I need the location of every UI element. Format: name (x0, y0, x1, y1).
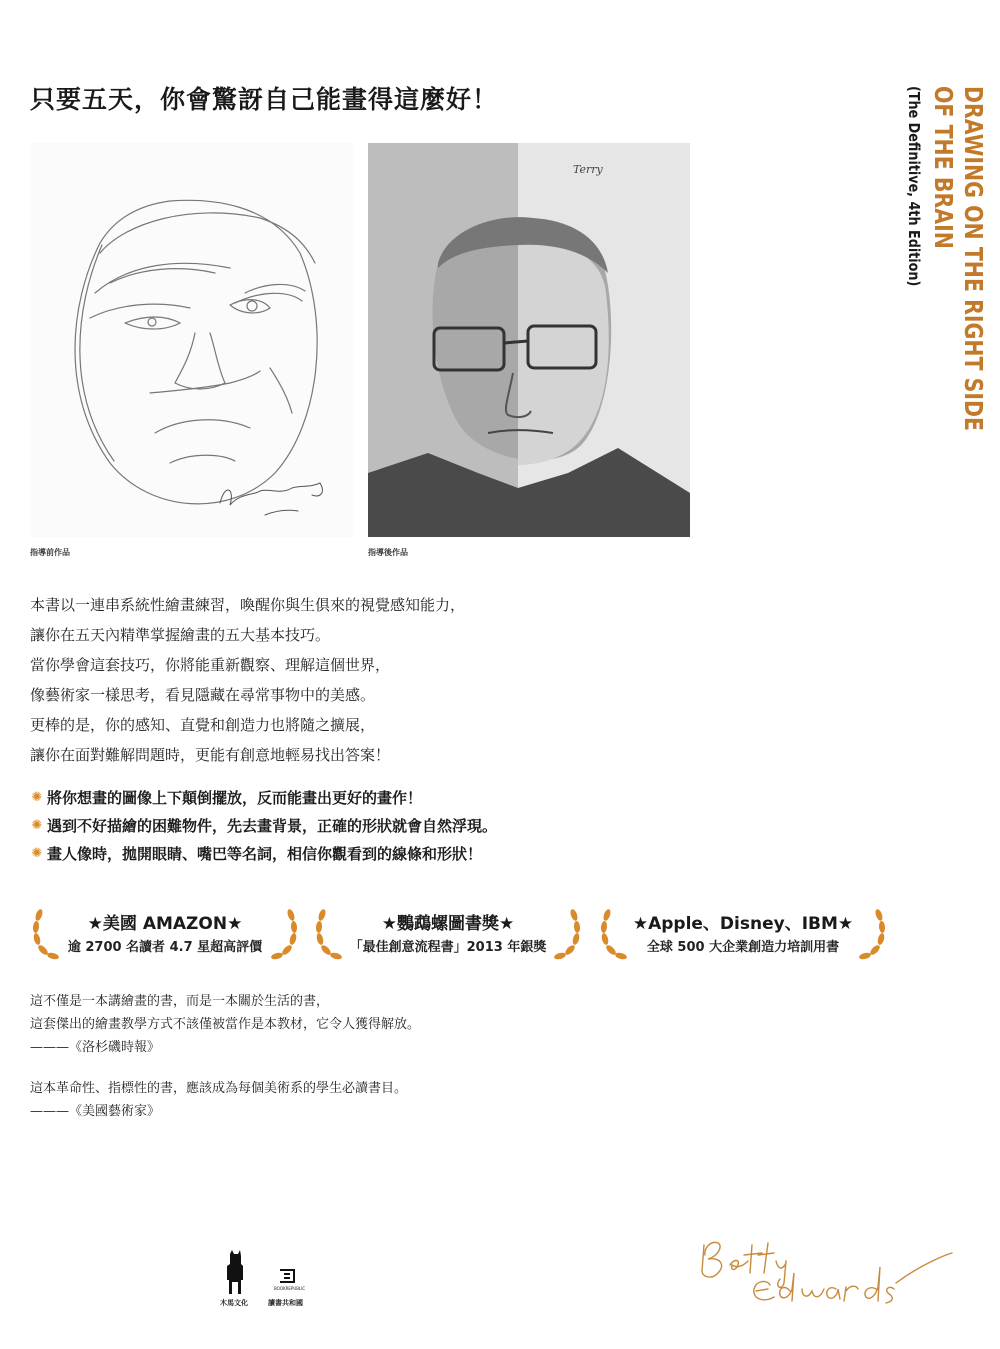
quote-source: ———《洛杉磯時報》 (30, 1040, 161, 1055)
book-republic-logo-icon (278, 1268, 298, 1284)
quote-la-times (30, 990, 420, 1059)
award-subtitle: 全球 500 大企業創造力培訓用書 (646, 940, 840, 955)
vertical-book-title (888, 86, 988, 506)
tips-list (30, 784, 630, 868)
trojan-horse-logo-icon (224, 1250, 246, 1295)
body-line: 當你學會這套技巧，你將能重新觀察、理解這個世界， (30, 656, 391, 674)
quote-american-artist (30, 1077, 407, 1123)
body-paragraph (30, 590, 610, 770)
list-item (30, 784, 630, 812)
award-subtitle: 逾 2700 名讀者 4.7 星超高評價 (67, 940, 263, 955)
award-subtitle: 「最佳創意流程書」2013 年銀獎 (349, 940, 547, 955)
asterisk-flower-icon: ✺ (31, 846, 43, 861)
list-item (30, 812, 630, 840)
tip-text: 將你想畫的圖像上下顛倒擺放，反而能畫出更好的畫作！ (47, 789, 423, 807)
award-title: ★美國 AMAZON★ (87, 914, 243, 934)
after-artist-label: Terry (573, 163, 603, 176)
quote-source: ———《美國藝術家》 (30, 1104, 161, 1119)
list-item (30, 840, 630, 868)
title-line-1: DRAWING ON THE RIGHT SIDE (959, 86, 988, 432)
title-line-2: OF THE BRAIN (929, 86, 958, 249)
award-title: ★Apple、Disney、IBM★ (632, 914, 854, 934)
title-subtitle: (The Definitive, 4th Edition) (905, 86, 923, 287)
laurel-right-icon (858, 905, 888, 961)
award-amazon (30, 905, 300, 963)
asterisk-flower-icon: ✺ (31, 790, 43, 805)
publisher-name: 讀書共和國 (268, 1299, 303, 1307)
body-line: 本書以一連串系統性繪畫練習，喚醒你與生俱來的視覺感知能力， (30, 596, 466, 614)
tip-text: 畫人像時，拋開眼睛、嘴巴等名詞，相信你觀看到的線條和形狀！ (47, 845, 483, 863)
award-nautilus (313, 905, 583, 963)
body-line: 像藝術家一樣思考，看見隱藏在尋常事物中的美感。 (30, 686, 376, 704)
quote-line: 這套傑出的繪畫教學方式不該僅被當作是本教材，它令人獲得解放。 (30, 1017, 421, 1032)
laurel-right-icon (270, 905, 300, 961)
headline: 只要五天，你會驚訝自己能畫得這麼好！ (30, 85, 499, 114)
quote-line: 這本革命性、指標性的書，應該成為每個美術系的學生必讀書目。 (30, 1081, 408, 1096)
body-line: 讓你在五天內精準掌握繪畫的五大基本技巧。 (30, 626, 331, 644)
asterisk-flower-icon: ✺ (31, 818, 43, 833)
award-title: ★鸚鵡螺圖書獎★ (381, 914, 515, 934)
before-caption: 指導前作品 (30, 548, 70, 557)
award-companies (598, 905, 888, 963)
quote-line: 這不僅是一本講繪畫的書，而是一本關於生活的書， (30, 994, 330, 1009)
publisher-logos (220, 1250, 330, 1315)
body-line: 更棒的是，你的感知、直覺和創造力也將隨之擴展， (30, 716, 376, 734)
publisher-name: 木馬文化 (220, 1299, 248, 1307)
laurel-right-icon (553, 905, 583, 961)
before-drawing-image (30, 143, 354, 537)
after-caption: 指導後作品 (368, 548, 408, 557)
author-signature (690, 1225, 965, 1315)
tip-text: 遇到不好描繪的困難物件，先去畫背景，正確的形狀就會自然浮現。 (47, 817, 498, 835)
publisher-small-label: BOOKREPUBLIC (274, 1286, 306, 1291)
after-drawing-image (368, 143, 690, 537)
body-line: 讓你在面對難解問題時，更能有創意地輕易找出答案！ (30, 746, 391, 764)
